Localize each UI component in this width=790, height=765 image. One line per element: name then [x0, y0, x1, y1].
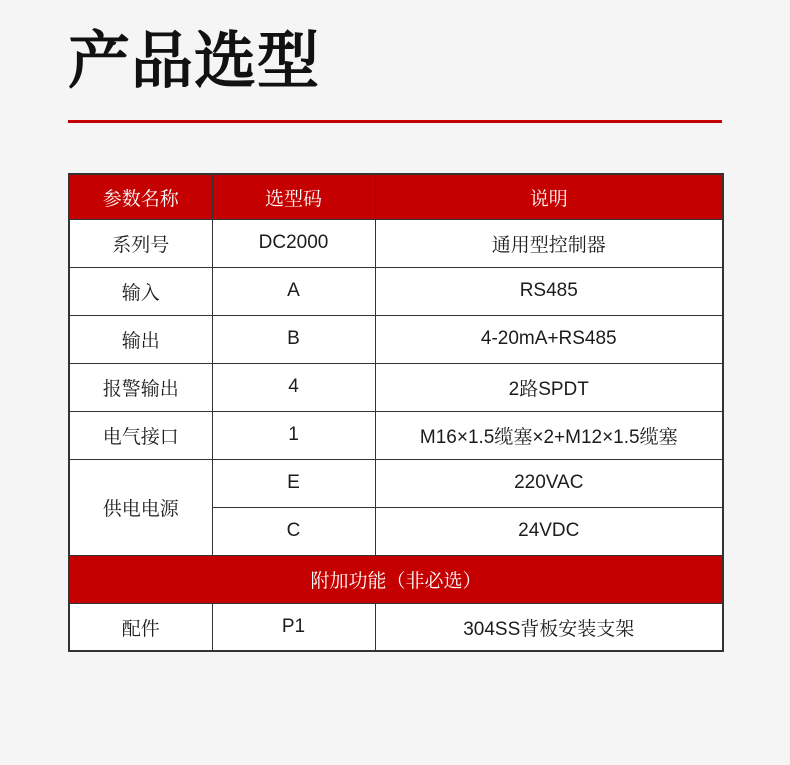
header-parameter-name: 参数名称: [69, 174, 212, 219]
cell-desc: 通用型控制器: [375, 219, 723, 267]
table-row-series: [69, 219, 723, 267]
cell-code: A: [212, 267, 375, 315]
cell-desc: 2路SPDT: [375, 363, 723, 411]
table-row-alarm-output: [69, 363, 723, 411]
table-row-banner: [69, 555, 723, 603]
cell-code: E: [212, 459, 375, 507]
cell-desc: 4-20mA+RS485: [375, 315, 723, 363]
cell-param: 系列号: [69, 219, 212, 267]
cell-code: C: [212, 507, 375, 555]
header-description: 说明: [375, 174, 723, 219]
cell-code: 1: [212, 411, 375, 459]
title-underline: [68, 120, 722, 123]
cell-code: B: [212, 315, 375, 363]
cell-param: 报警输出: [69, 363, 212, 411]
page-title: 产品选型: [68, 27, 321, 96]
cell-code: 4: [212, 363, 375, 411]
table-row-output: [69, 315, 723, 363]
header-selection-code: 选型码: [212, 174, 375, 219]
table-row-accessory: [69, 603, 723, 651]
additional-functions-banner: 附加功能（非必选）: [69, 555, 723, 603]
cell-desc: 304SS背板安装支架: [375, 603, 723, 651]
cell-desc: RS485: [375, 267, 723, 315]
cell-desc: M16×1.5缆塞×2+M12×1.5缆塞: [375, 411, 723, 459]
cell-param: 输入: [69, 267, 212, 315]
table-row-electrical-interface: [69, 411, 723, 459]
cell-code: P1: [212, 603, 375, 651]
cell-desc: 24VDC: [375, 507, 723, 555]
cell-param: 电气接口: [69, 411, 212, 459]
cell-code: DC2000: [212, 219, 375, 267]
table-header-row: [69, 174, 723, 219]
cell-param: 配件: [69, 603, 212, 651]
product-selection-table: [68, 173, 724, 652]
table-row-power-supply-e: [69, 459, 723, 507]
table-row-input: [69, 267, 723, 315]
cell-param: 输出: [69, 315, 212, 363]
cell-desc: 220VAC: [375, 459, 723, 507]
cell-param-power-supply: 供电电源: [69, 459, 212, 555]
